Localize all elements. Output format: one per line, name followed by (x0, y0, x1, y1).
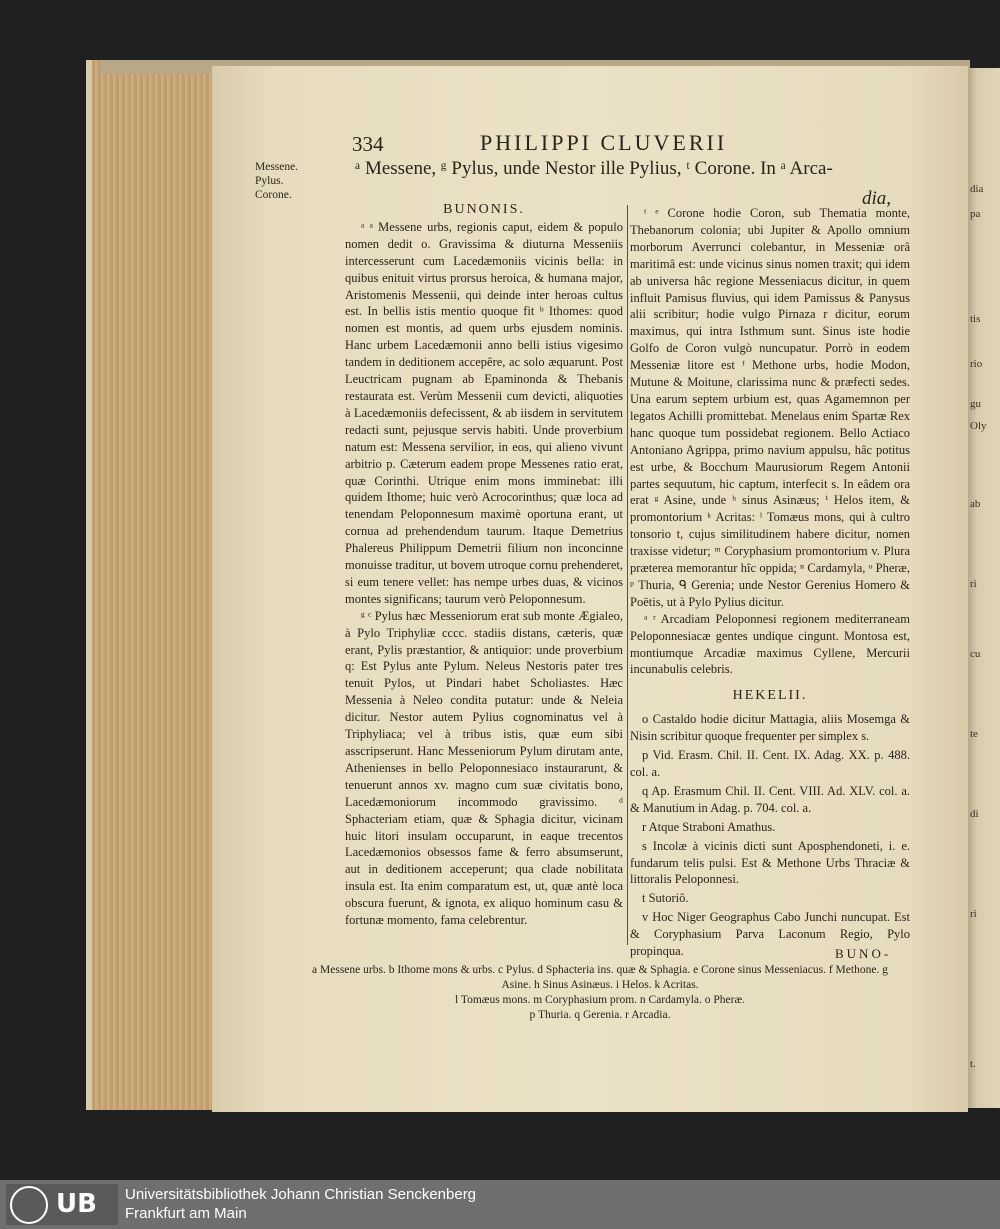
commentary-note: t Sutoriô. (642, 891, 689, 906)
paragraph: ᵗ ᵉ Corone hodie Coron, sub Thematia monte, Thebanorum colonia; ubi Jupiter & Apollo omnium morborum Averrunci colebantur, in Messeniæ orâ maritimâ est: unde vicinus sinus nomen traxit; qui idem ab universa hâc regione Messeniacus dicitur, in quem influit Pamisus fluvius, qui idem Pamissus & Panysus alii scribitur; hodie vulgo Pirnaza r dicitur, eorum maximus, qui intra Isthmum sunt. Sinus iste hodie Golfo de Coron vulgò nuncupatur. Porrò in eodem Messeniæ litore est ᶠ Methone urbs, hodie Modon, Mutune & Moitune, clarissima nunc & præfecti sedes. Una earum septem urbium est, quas Agamemnon per legatos Achilli promittebat. Menelaus enim Spartæ Rex hanc quoque tum possidebat regionem. Bello Actiaco Antoniano Agrippa, primo navium appulsu, hâc potitus est urbe, & Bocchum Maurusiorum Regem Antonii partes sequutum, hic captum, interfecit s. In eâdem ora erat ᵍ Asine, unde ʰ sinus Asinæus; ⁱ Helos item, & promontorium ᵏ Acritas: ˡ Tomæus mons, qui à cultro tonsorio t, cujus similitudinem habere dicitur, nomen traxisse videtur; ᵐ Coryphasium promontorium v. Plura præterea memorantur hîc oppida; ⁿ Cardamyla, ᵒ Pheræ, ᵖ Thuria, ᑫ Gerenia; unde Nestor Gerenius Homero & Poëtis, ut à Pylo Pylius dicitur. (630, 206, 910, 609)
footnote-line: l Tomæus mons. m Coryphasium prom. n Cardamyla. o Pheræ. (455, 994, 745, 1006)
facing-page-text: pa (970, 208, 981, 220)
right-column (630, 205, 910, 962)
paragraph: ᵃ ʳ Arcadiam Peloponnesi regionem mediterraneam Peloponnesiacæ gentes undique cingunt. Montosa est, montiumque Arcadiæ maximus Cyllene, Mercurii incunabulis celebris. (630, 611, 910, 677)
catchword: BUNO- (835, 946, 892, 961)
paragraph: ᵍ ᶜ Pylus hæc Messeniorum erat sub monte Ægialeo, à Pylo Triphyliæ cccc. stadiis distans, cæteris, quæ erant, Pylis præstantior, & antiquior: unde proverbium q: Est Pylus ante Pylum. Neleus Nestoris pater tres tenuit Pylos, ut Pindari habet Scholiastes. Hæc Messenia à Neleo condita putatur: unde & Neleia dicitur. Nestor autem Pylius cognominatus vel à Triphyliaca; vel à tribus istis, quæ eum sibi asscripserunt. Hanc Messeniorum Pylum dirutam ante, Athenienses in bello Peloponnesiaco instaurarunt, & tenuerunt annos xv. magno cum suæ civitatis bono, Lacedæmoniorum incommodo gravissimo. ᵈ Sphacteriam etiam, quæ & Sphagia dicitur, vicinam huic litori insulam occuparunt, in eaque trecentos Lacedæmonios obsessos fame & ferro absumserunt, aut in deditionem acceperunt; qua clade nobilitata insula est. Ita enim comparatum est, ut, quæ antè loca obscura fuerunt, & ignota, ex aliquo hominum casu & fortunæ momento, fama celebrentur. (345, 608, 623, 928)
page-head-line: ᵃ Messene, ᵍ Pylus, unde Nestor ille Pylius, ᵗ Corone. In ᵃ Arca- (355, 158, 833, 179)
commentary-block (630, 688, 910, 960)
column-divider (627, 205, 628, 945)
footnotes (300, 963, 900, 1023)
commentary-note: p Vid. Erasm. Chil. II. Cent. IX. Adag. XX. p. 488. col. a. (630, 748, 910, 779)
commentary-note: r Atque Straboni Amathus. (642, 819, 776, 834)
commentary-note: o Castaldo hodie dicitur Mattagia, aliis Mosemga & Nisin scribitur quoque frequenter per simplex s. (630, 712, 910, 744)
library-logo[interactable] (6, 1184, 118, 1225)
library-name-line: Universitätsbibliothek Johann Christian Senckenberg (125, 1186, 477, 1203)
facing-page-text: cu (970, 648, 981, 660)
margin-note: Corone. (255, 189, 292, 201)
facing-page-text: di (970, 808, 979, 820)
commentary-note: s Incolæ à vicinis dicti sunt Aposphendoneti, i. e. fundarum telis pulsi. Est & Methone Urbs Thraciæ & littoralis Peloponnesi. (630, 838, 910, 887)
facing-page-text: ab (970, 498, 981, 510)
facing-page-text: t. (970, 1058, 976, 1070)
book-fore-edge (86, 60, 232, 1110)
facing-page-text: ri (970, 578, 977, 590)
library-location-line: Frankfurt am Main (125, 1205, 247, 1222)
portrait-seal-icon (10, 1186, 48, 1224)
section-title: BUNONIS. (443, 202, 525, 217)
logo-text: UB (56, 1189, 97, 1219)
margin-note: Pylus. (255, 175, 284, 187)
facing-page-text: te (970, 728, 978, 740)
running-head: PHILIPPI CLUVERII (480, 130, 728, 155)
facing-page-text: Oly (970, 420, 987, 432)
commentary-note: q Ap. Erasmum Chil. II. Cent. VIII. Ad. XLV. col. a. & Manutium in Adag. p. 704. col. a. (630, 783, 910, 815)
facing-page-text: dia (970, 183, 984, 195)
page-number: 334 (352, 132, 384, 156)
left-column (345, 202, 623, 929)
commentary-note: v Hoc Niger Geographus Cabo Junchi nuncupat. Est & Coryphasium Parva Laconum Regio, Pylo propinqua. (630, 910, 910, 959)
margin-notes (255, 160, 298, 202)
footnote-line: a Messene urbs. b Ithome mons & urbs. c Pylus. d Sphacteria ins. quæ & Sphagia. e Corone sinus Messeniacus. f Methone. g Asine. h Sinus Asinæus. i Helos. k Acritas. (312, 964, 888, 991)
facing-page-text: gu (970, 398, 981, 410)
facing-page-text: rio (970, 358, 983, 370)
library-banner (0, 1180, 1000, 1229)
facing-page-text: ri (970, 908, 977, 920)
facing-page-text: tis (970, 313, 981, 325)
margin-note: Messene. (255, 161, 299, 173)
library-name (125, 1185, 476, 1223)
footnote-line: p Thuria. q Gerenia. r Arcadia. (529, 1009, 671, 1021)
section-title: HEKELII. (732, 688, 808, 704)
page-head-line-continuation: dia, (862, 188, 892, 209)
paragraph: ᵃ ᵃ Messene urbs, regionis caput, eidem & populo nomen dedit o. Gravissima & diuturna Messeniis intercesserunt cum Lacedæmoniis vicinis bella: in quibus enituit virtus prorsus heroica, & humana major, Aristomenis Messenii, qui deinde inter heroas cultus est. In bellis istis mentio quoque fit ᵇ Ithomes: quod nomen est montis, ad quem urbs ejusdem nominis. Hanc urbem Lacedæmonii anno belli istius vigesimo tandem in deditionem accepêre, ac solo æquarunt. Post Leuctricam pugnam ab Epaminonda & Thebanis restaurata est. Verùm Messenii cum devicti, aliquoties à Lacedæmoniis defecissent, & ab iisdem in servitutem redacti sunt, pejusque servis habiti. Unde proverbium natum est: Messena servilior, in eos, qui alieno vivunt arbitrio p. Cæterum eadem prope Messenes ratio erat, quæ Corinthi. Utrique enim mons imminebat: illi quidem Ithome; huic verò Acrocorinthus; quæ loca ad tenendam Peloponnesum maximè oportuna erant, ut cornua ad prehendendum taurum. Itaque Demetrius Phalereus Philippum Demetrii filium non inconcinne monuisse traditur, ut bovem utroque cornu prehenderet, si eum tenere vellet: has nempe urbes duas, & vicinos montes significans; taurum verò Peloponnesum. (345, 219, 623, 606)
